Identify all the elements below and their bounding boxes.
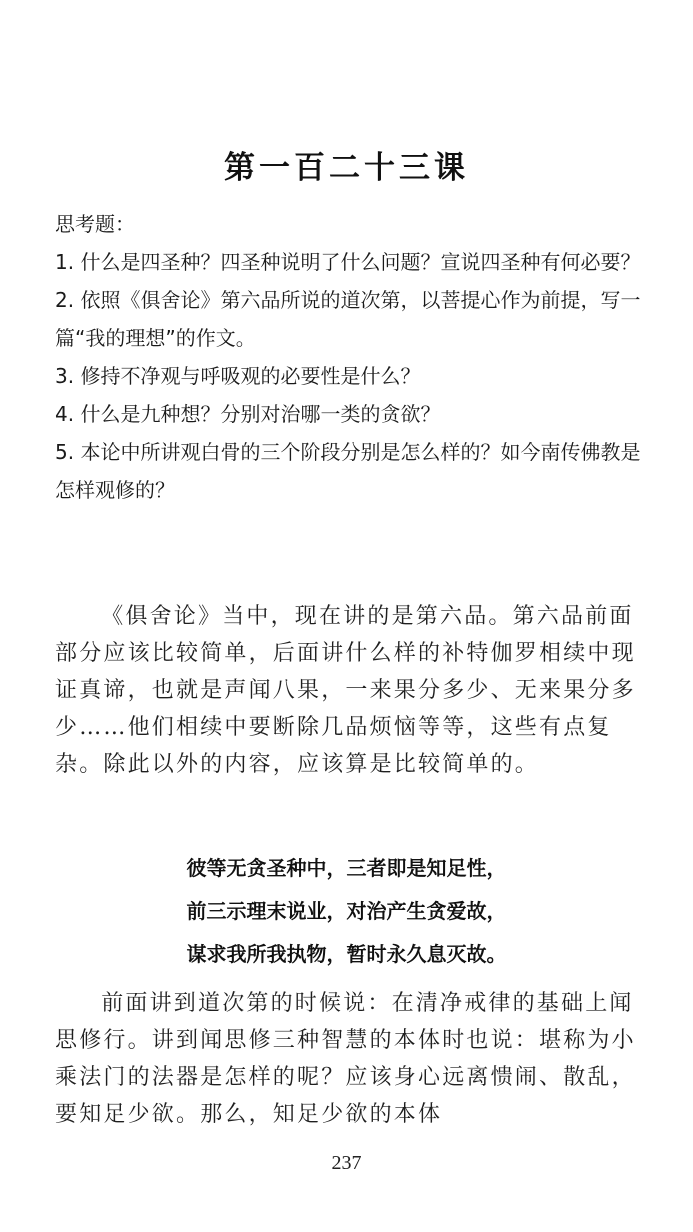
question-item-5: 5. 本论中所讲观白骨的三个阶段分别是怎么样的？如今南传佛教是怎样观修的？ — [55, 440, 641, 502]
question-item-1: 1. 什么是四圣种？四圣种说明了什么问题？宣说四圣种有何必要？ — [55, 250, 641, 274]
body-paragraph-2: 前面讲到道次第的时候说：在清净戒律的基础上闻思修行。讲到闻思修三种智慧的本体时也说：堪称为小乘法门的法器是怎样的呢？应该身心远离愦闹、散乱，要知足少欲。那么，知足少欲的本体 — [55, 991, 636, 1127]
question-item-3: 3. 修持不净观与呼吸观的必要性是什么？ — [55, 364, 421, 388]
verse-line-3: 谋求我所我执物，暂时永久息灭故。 — [186, 942, 507, 966]
study-questions — [55, 205, 655, 509]
verse-line-1: 彼等无贪圣种中，三者即是知足性， — [186, 856, 507, 880]
chapter-title: 第一百二十三课 — [224, 150, 469, 186]
page-number: 237 — [331, 1152, 362, 1174]
questions-heading: 思考题： — [55, 212, 135, 236]
question-item-2: 2. 依照《俱舍论》第六品所说的道次第，以菩提心作为前提，写一篇“我的理想”的作文。 — [55, 288, 641, 350]
question-item-4: 4. 什么是九种想？分别对治哪一类的贪欲？ — [55, 402, 441, 426]
verse-line-2: 前三示理末说业，对治产生贪爱故， — [186, 899, 507, 923]
root-verses — [0, 847, 693, 976]
body-paragraph-1: 《俱舍论》当中，现在讲的是第六品。第六品前面部分应该比较简单，后面讲什么样的补特伽罗相续中现证真谛，也就是声闻八果，一来果分多少、无来果分多少……他们相续中要断除几品烦恼等等，这些有点复杂。除此以外的内容，应该算是比较简单的。 — [55, 604, 636, 777]
